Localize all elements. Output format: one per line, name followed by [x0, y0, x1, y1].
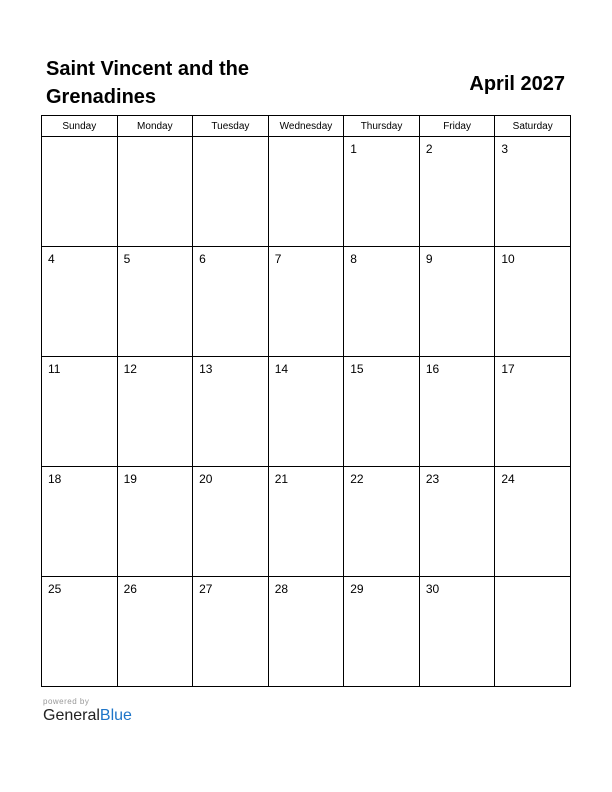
- week-row-5: [42, 577, 571, 687]
- day-number: 2: [425, 142, 433, 156]
- week-row-3: [42, 357, 571, 467]
- day-number: 29: [350, 582, 364, 596]
- day-cell: [344, 247, 420, 357]
- week-row-4: [42, 467, 571, 577]
- weekday-tuesday: Tuesday: [193, 116, 269, 137]
- day-number: 27: [199, 582, 213, 596]
- day-cell: [419, 467, 495, 577]
- day-cell: [193, 577, 269, 687]
- day-number: 7: [274, 252, 282, 266]
- day-cell: [42, 247, 118, 357]
- day-cell: [117, 577, 193, 687]
- day-number: [269, 145, 275, 150]
- day-number: 21: [274, 472, 289, 486]
- day-cell: [419, 577, 495, 687]
- day-cell: [193, 247, 269, 357]
- day-number: 9: [425, 252, 433, 266]
- day-cell: [495, 357, 571, 467]
- day-number: 20: [199, 472, 213, 486]
- weekday-header-row: [42, 116, 571, 137]
- day-cell: [268, 137, 344, 247]
- day-number: 16: [425, 362, 440, 376]
- day-number: 25: [48, 582, 62, 596]
- week-row-2: [42, 247, 571, 357]
- day-number: 5: [123, 252, 131, 266]
- weekday-wednesday: Wednesday: [268, 116, 344, 137]
- day-number: 23: [425, 472, 440, 486]
- day-number: 8: [350, 252, 357, 266]
- day-number: 17: [501, 362, 515, 376]
- country-title: Saint Vincent and the Grenadines: [46, 58, 249, 108]
- weekday-monday: Monday: [117, 116, 193, 137]
- calendar-grid: [41, 115, 571, 687]
- day-cell: [344, 467, 420, 577]
- weekday-sunday: Sunday: [42, 116, 118, 137]
- day-number: [42, 145, 48, 150]
- day-number: 14: [274, 362, 289, 376]
- day-cell: [419, 247, 495, 357]
- day-number: 6: [199, 252, 206, 266]
- footer-branding: [43, 697, 132, 725]
- day-number: 15: [350, 362, 364, 376]
- day-number: 13: [199, 362, 213, 376]
- day-number: 26: [123, 582, 137, 596]
- brand-blue-text: Blue: [99, 707, 132, 724]
- day-number: 1: [350, 142, 357, 156]
- day-cell: [268, 247, 344, 357]
- day-number: 11: [48, 362, 61, 376]
- day-cell: [344, 137, 420, 247]
- day-cell: [344, 357, 420, 467]
- weekday-friday: Friday: [419, 116, 495, 137]
- day-cell: [42, 577, 118, 687]
- day-cell: [117, 357, 193, 467]
- weekday-thursday: Thursday: [344, 116, 420, 137]
- day-cell: [193, 137, 269, 247]
- generalblue-logo[interactable]: [43, 707, 132, 725]
- day-cell: [495, 137, 571, 247]
- day-number: 10: [501, 252, 515, 266]
- day-cell: [495, 247, 571, 357]
- day-cell: [117, 467, 193, 577]
- month-title: April 2027: [469, 73, 565, 95]
- day-cell: [495, 467, 571, 577]
- day-cell: [495, 577, 571, 687]
- day-cell: [268, 467, 344, 577]
- day-number: [118, 145, 124, 150]
- day-cell: [344, 577, 420, 687]
- day-number: 22: [350, 472, 364, 486]
- day-number: 12: [123, 362, 137, 376]
- day-cell: [42, 467, 118, 577]
- day-number: 28: [274, 582, 289, 596]
- day-number: 19: [123, 472, 137, 486]
- day-cell: [193, 357, 269, 467]
- brand-general-text: General: [43, 707, 100, 724]
- day-number: [193, 145, 199, 150]
- day-cell: [117, 247, 193, 357]
- week-row-1: [42, 137, 571, 247]
- day-cell: [268, 577, 344, 687]
- day-cell: [268, 357, 344, 467]
- day-number: 4: [48, 252, 55, 266]
- day-number: 3: [501, 142, 509, 156]
- day-cell: [42, 137, 118, 247]
- day-cell: [419, 137, 495, 247]
- day-number: 18: [48, 472, 62, 486]
- powered-by-text: powered by: [43, 697, 90, 706]
- weekday-saturday: Saturday: [495, 116, 571, 137]
- day-cell: [117, 137, 193, 247]
- day-number: 30: [425, 582, 440, 596]
- day-cell: [419, 357, 495, 467]
- day-cell: [42, 357, 118, 467]
- day-number: [495, 585, 501, 590]
- day-cell: [193, 467, 269, 577]
- day-number: 24: [501, 472, 515, 486]
